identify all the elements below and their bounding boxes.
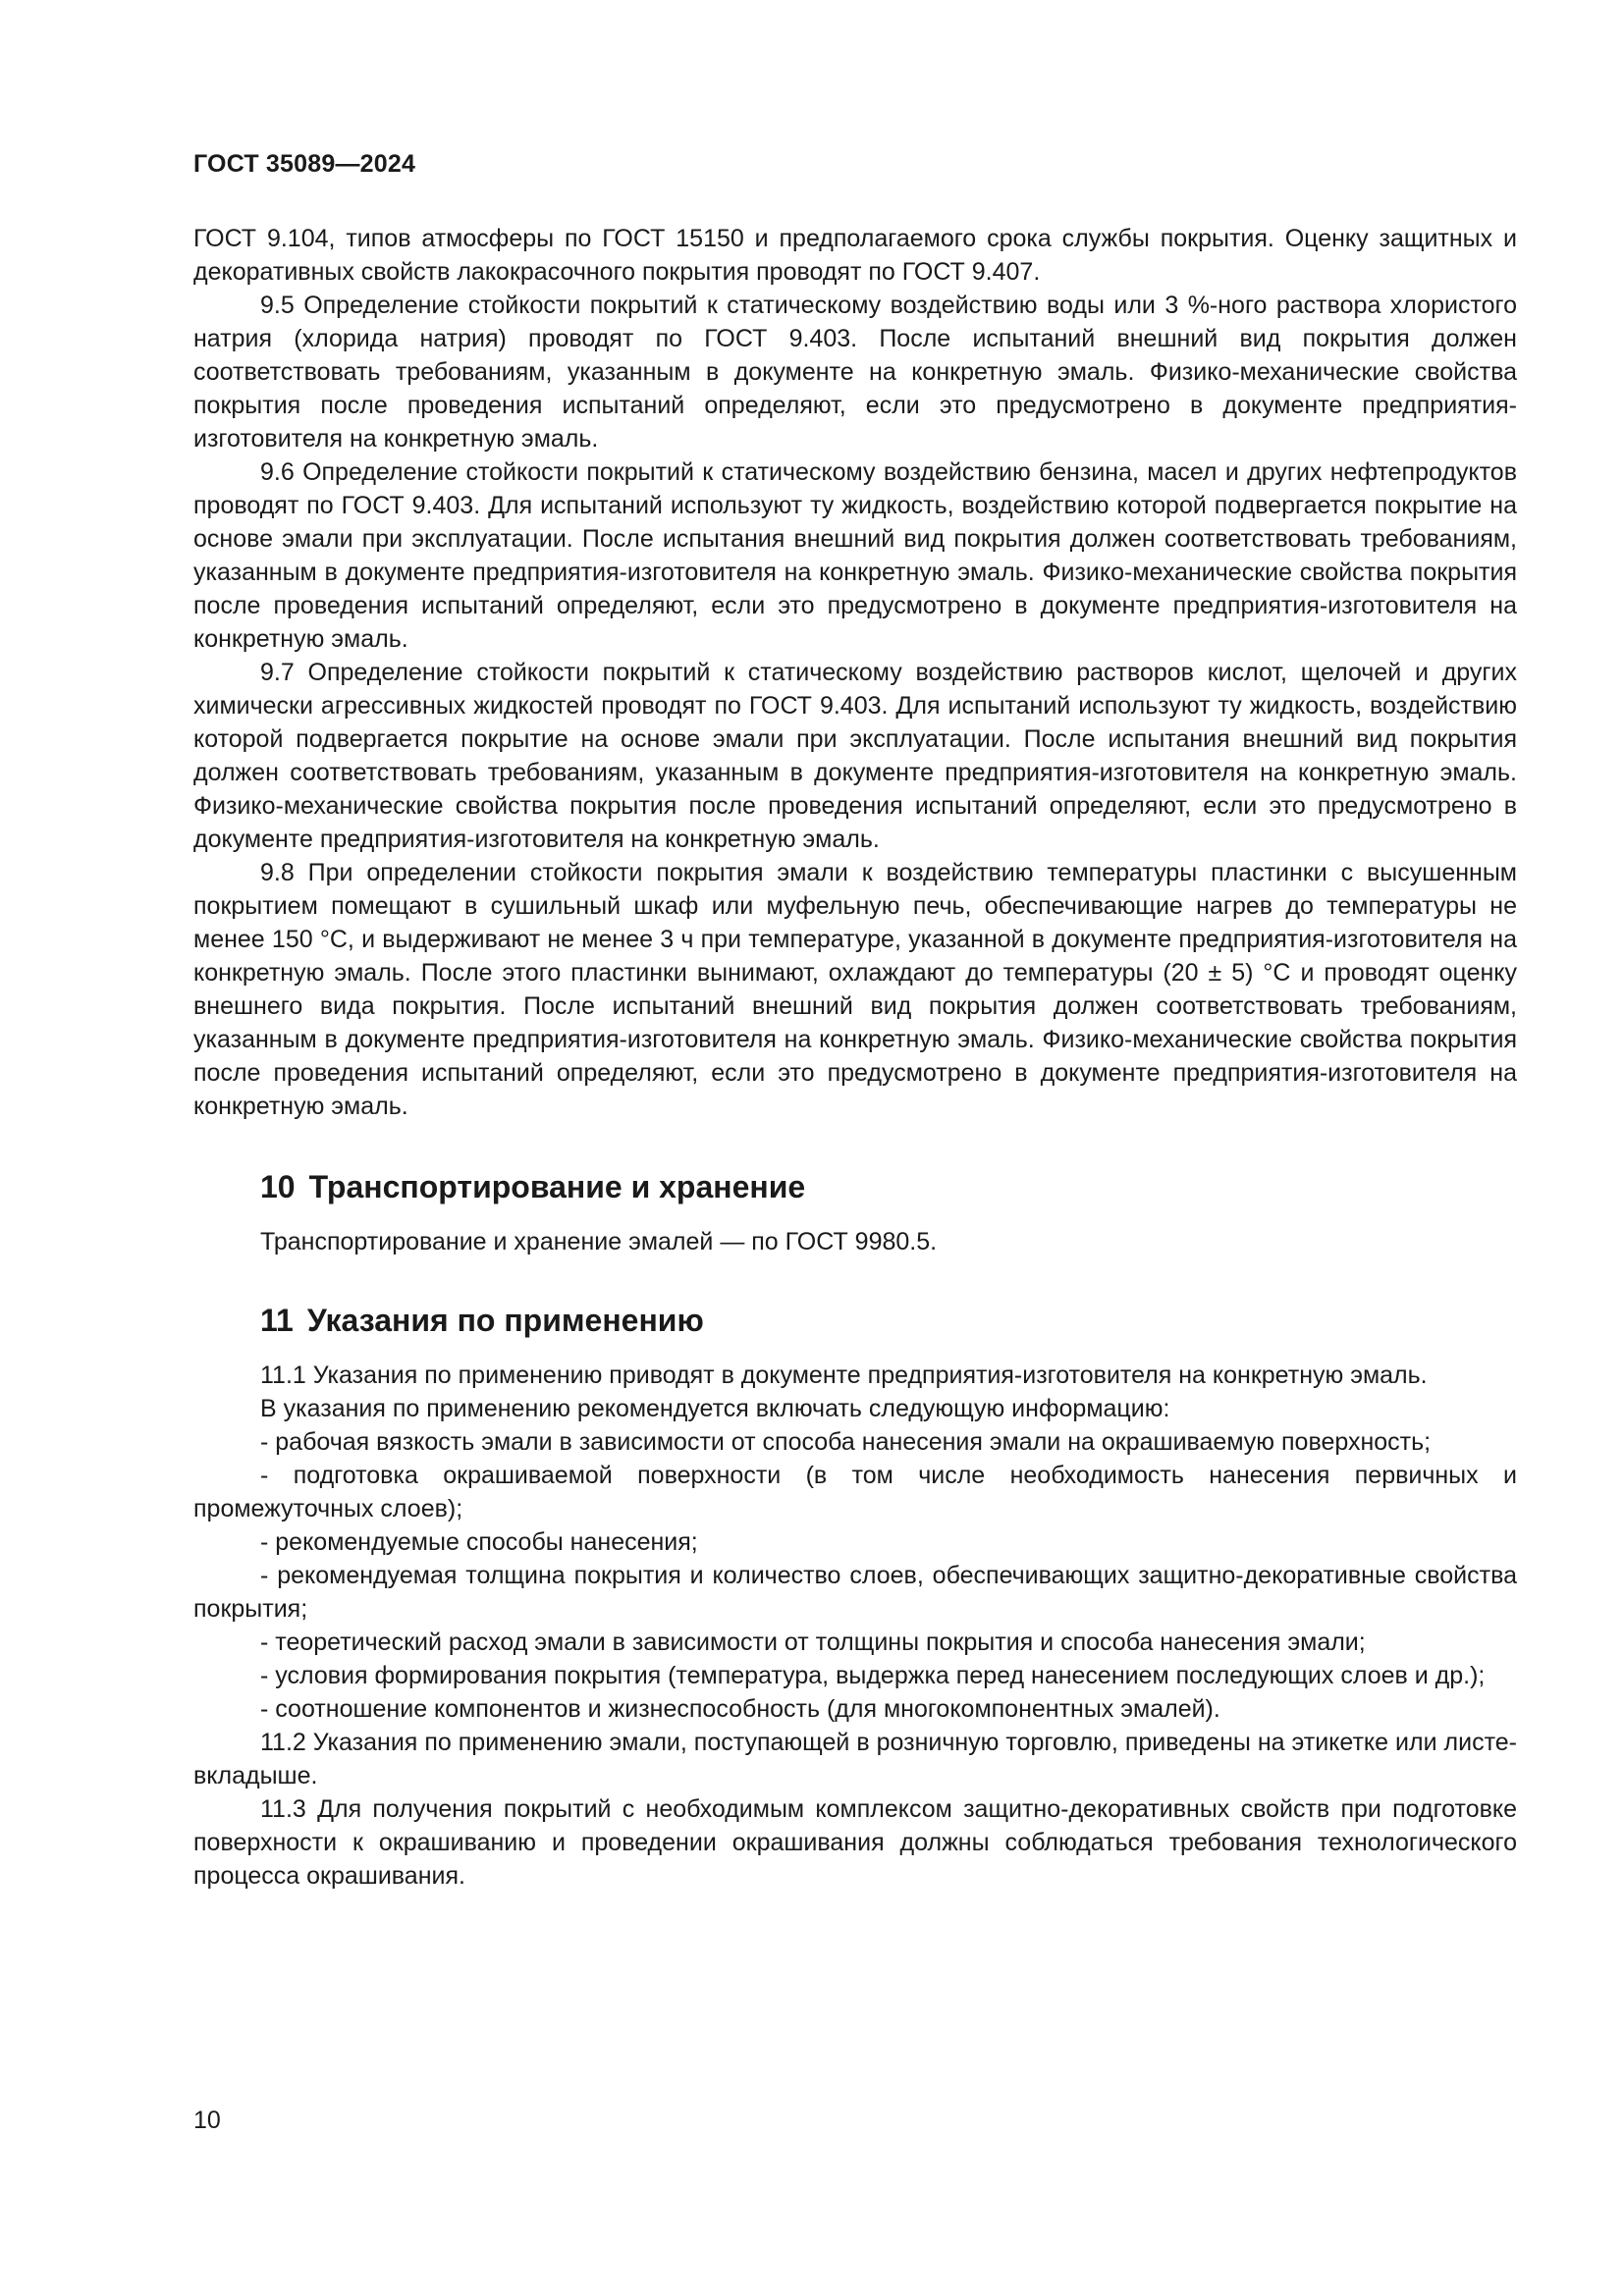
list-item: - подготовка окрашиваемой поверхности (в том числе необходимость нанесения первичных и промежуточных слоев); — [193, 1462, 1517, 1522]
section-11-title: Указания по применению — [306, 1303, 704, 1338]
clause-11-1-intro: В указания по применению рекомендуется включать следующую информацию: — [260, 1395, 1170, 1422]
section-10-text: Транспортирование и хранение эмалей — по ГОСТ 9980.5. — [260, 1228, 938, 1255]
list-item: - соотношение компонентов и жизнеспособность (для многокомпонентных эмалей). — [260, 1695, 1220, 1723]
page-number: 10 — [193, 2107, 221, 2134]
clause-9-5: 9.5 Определение стойкости покрытий к статическому воздействию воды или 3 %-ного раствора хлористого натрия (хлорида натрия) проводят по ГОСТ 9.403. После испытаний внешний вид покрытия должен соответствовать требованиям, указанным в документе на конкретную эмаль. Физико-механические свойства покрытия после проведения испытаний определяют, если это предусмотрено в документе предприятия-изготовителя на конкретную эмаль. — [193, 292, 1517, 453]
clause-11-3: 11.3 Для получения покрытий с необходимым комплексом защитно-декоративных свойств при подготовке поверхности к окрашиванию и проведении окрашивания должны соблюдаться требования технологического процесса окрашивания. — [193, 1795, 1517, 1890]
list-item: - рекомендуемые способы нанесения; — [260, 1528, 698, 1556]
list-item: - теоретический расход эмали в зависимости от толщины покрытия и способа нанесения эмали; — [260, 1629, 1366, 1656]
section-11-number: 11 — [260, 1303, 294, 1338]
list-item: - рекомендуемая толщина покрытия и количество слоев, обеспечивающих защитно-декоративные свойства покрытия; — [193, 1562, 1517, 1623]
section-10-heading — [260, 1170, 1517, 1203]
section-10-number: 10 — [260, 1169, 296, 1204]
clause-9-6: 9.6 Определение стойкости покрытий к статическому воздействию бензина, масел и других нефтепродуктов проводят по ГОСТ 9.403. Для испытаний используют ту жидкость, воздействию которой подвергается покрытие на основе эмали при эксплуатации. После испытания внешний вид покрытия должен соответствовать требованиям, указанным в документе предприятия-изготовителя на конкретную эмаль. Физико-механические свойства покрытия после проведения испытаний определяют, если это предусмотрено в документе предприятия-изготовителя на конкретную эмаль. — [193, 458, 1517, 653]
list-item: - рабочая вязкость эмали в зависимости от способа нанесения эмали на окрашиваемую поверхность; — [260, 1428, 1432, 1456]
clause-9-8: 9.8 При определении стойкости покрытия эмали к воздействию температуры пластинки с высушенным покрытием помещают в сушильный шкаф или муфельную печь, обеспечивающие нагрев до температуры не менее 150 °С, и выдерживают не менее 3 ч при температуре, указанной в документе предприятия-изготовителя на конкретную эмаль. После этого пластинки вынимают, охлаждают до температуры (20 ± 5) °С и проводят оценку внешнего вида покрытия. После испытаний внешний вид покрытия должен соответствовать требованиям, указанным в документе предприятия-изготовителя на конкретную эмаль. Физико-механические свойства покрытия после проведения испытаний определяют, если это предусмотрено в документе предприятия-изготовителя на конкретную эмаль. — [193, 859, 1517, 1120]
document-code-header: ГОСТ 35089—2024 — [193, 150, 416, 178]
section-11-heading — [260, 1304, 1517, 1337]
intro-paragraph: ГОСТ 9.104, типов атмосферы по ГОСТ 15150 и предполагаемого срока службы покрытия. Оценку защитных и декоративных свойств лакокрасочного покрытия проводят по ГОСТ 9.407. — [193, 225, 1517, 286]
document-body — [193, 222, 1517, 1893]
clause-11-1: 11.1 Указания по применению приводят в документе предприятия-изготовителя на конкретную эмаль. — [260, 1362, 1428, 1389]
section-10-title: Транспортирование и хранение — [308, 1169, 806, 1204]
list-item: - условия формирования покрытия (температура, выдержка перед нанесением последующих слоев и др.); — [260, 1662, 1486, 1689]
clause-9-7: 9.7 Определение стойкости покрытий к статическому воздействию растворов кислот, щелочей и других химически агрессивных жидкостей проводят по ГОСТ 9.403. Для испытаний используют ту жидкость, воздействию которой подвергается покрытие на основе эмали при эксплуатации. После испытания внешний вид покрытия должен соответствовать требованиям, указанным в документе предприятия-изготовителя на конкретную эмаль. Физико-механические свойства покрытия после проведения испытаний определяют, если это предусмотрено в документе предприятия-изготовителя на конкретную эмаль. — [193, 659, 1517, 853]
clause-11-2: 11.2 Указания по применению эмали, поступающей в розничную торговлю, приведены на этикетке или листе-вкладыше. — [193, 1729, 1517, 1789]
